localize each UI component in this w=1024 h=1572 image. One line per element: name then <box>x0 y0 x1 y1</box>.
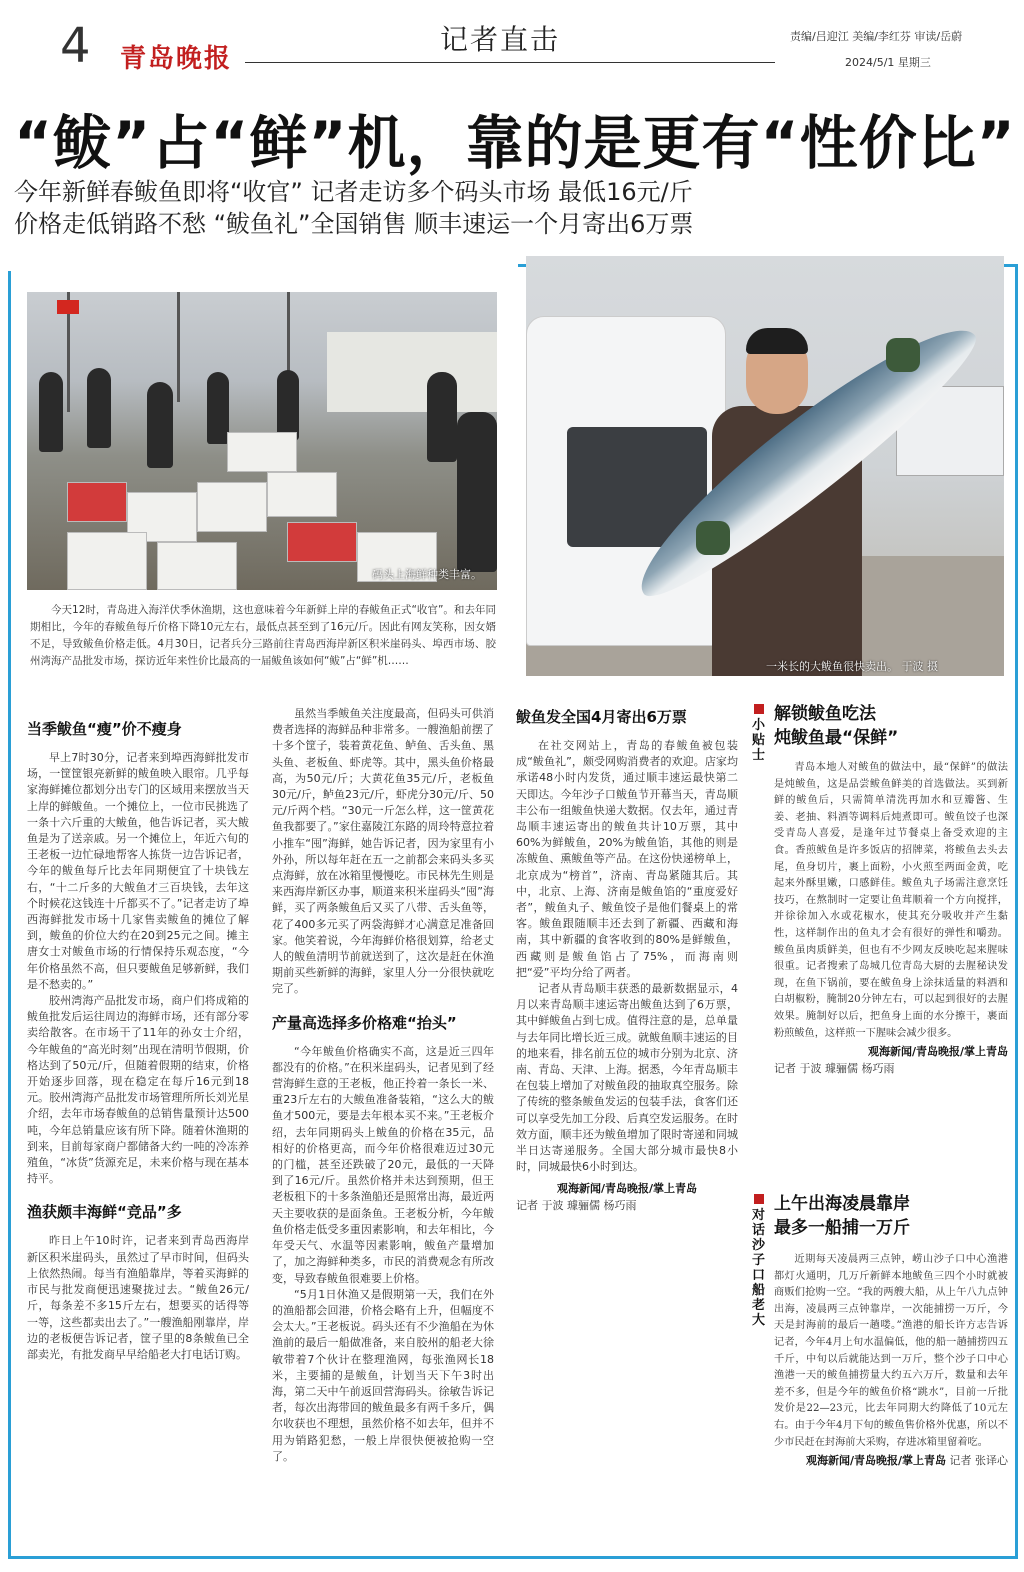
section-heading: 当季鲅鱼“瘦”价不瘦身 <box>27 720 182 738</box>
boat-mast <box>177 292 180 402</box>
sidebar-byline-source: 观海新闻/青岛晚报/掌上青岛 <box>867 1045 1008 1059</box>
crate <box>67 532 147 590</box>
sidebar-body <box>774 760 1008 1077</box>
sidebar-tag <box>752 702 768 763</box>
section-title: 记者直击 <box>440 23 561 56</box>
sidebar-byline-reporters: 记者 于波 璩骊儒 杨巧雨 <box>774 1061 895 1075</box>
masthead <box>0 0 1024 82</box>
red-square-icon <box>754 1194 764 1204</box>
sidebar-tag <box>752 1192 768 1328</box>
person <box>87 368 111 448</box>
frame-gap <box>8 255 518 271</box>
sidebar-byline-reporters: 记者 张译心 <box>949 1454 1008 1468</box>
photo2-caption: 一米长的大鲅鱼很快卖出。 于波 摄 <box>766 660 938 673</box>
person <box>39 372 63 452</box>
glove <box>886 338 920 372</box>
article-column-3 <box>516 706 738 1214</box>
glove <box>696 521 730 555</box>
van <box>526 316 726 646</box>
sidebar-heading-line2: 最多一船捕一万斤 <box>774 1218 910 1238</box>
sidebar-heading <box>774 1192 1006 1240</box>
sidebar-paragraph: 青岛本地人对鲅鱼的做法中，最“保鲜”的做法是炖鲅鱼，这是品尝鲅鱼鲜美的首选做法。买到新鲜的鲅鱼后，只需简单清洗再加水和豆瓣酱、生姜、老抽、料酒等调料后炖煮即可。鲅鱼饺子也深受青岛人喜爱，是逢年过节餐桌上备受欢迎的主食。香煎鲅鱼是许多饭店的招牌菜，将鲅鱼去头去尾，鱼身切片，裹上面粉，小火煎至两面金黄，吃起来外酥里嫩，口感鲜佳。鲅鱼丸子场需注意烹饪技巧，在熬制时一定要让鱼茸顺着一个方向搅拌，并徐徐加入水或花椒水，使其充分吸收并产生黏性，这样制作出的鱼丸才会有很好的弹性和嚼劲。鲅鱼虽肉质鲜美，但也有不少网友反映吃起来腥味很重。记者搜索了岛城几位青岛大厨的去腥秘诀发现，在鱼下锅前，要在鲅鱼身上涂抹适量的料酒和白胡椒粉，腌制20分钟左右，可以起到很好的去腥效果。腌制好以后，把鱼身上面的水分擦干，裹面粉煎鲅鱼，这样煎一下腥味会减少很多。 <box>774 762 1008 1039</box>
subheadline-1: 今年新鲜春鲅鱼即将“收官” 记者走访多个码头市场 最低16元/斤 <box>14 178 693 206</box>
headline: “鲅”占“鲜”机，靠的是更有“性价比” <box>14 109 1016 177</box>
crate <box>197 482 267 532</box>
paragraph: 昨日上午10时许，记者来到青岛西海岸新区积米崖码头，虽然过了早市时间，但码头上依然热闹。每当有渔船靠岸，等着买海鲜的市民与批发商便迅速聚拢过去。“鲅鱼26元/斤，每条差不多15斤左右，想要买的话得等一等，这些都卖出去了。”一艘渔船刚靠岸，岸边的老板便告诉记者，筐子里的8条鲅鱼已全部卖光，有批发商早早给船老大打电话订购。 <box>27 1234 249 1361</box>
article-column-2 <box>272 706 494 1465</box>
person <box>457 412 497 572</box>
crate <box>287 522 357 562</box>
section-heading: 鲅鱼发全国4月寄出6万票 <box>516 708 687 726</box>
person <box>207 372 229 444</box>
section-heading: 产量高选择多价格难“抬头” <box>272 1013 457 1032</box>
paragraph: 胶州湾海产品批发市场，商户们将成箱的鲅鱼批发后运往周边的海鲜市场，还有部分零卖给散客。在市场干了11年的孙女士介绍，今年鲅鱼的“高光时刻”出现在清明节假期，价格达到了50元/斤，但随着假期的结束，价格开始逐步回落，现在稳定在每斤16元到18元。胶州湾海产品批发市场管理所所长刘光星介绍，去年市场春鲅鱼的总销售量预计达500吨，今年总销量应该有所下降。随着休渔期的到来，目前每家商户都储备大约一吨的冷冻养殖鱼，“冰货”货源充足，未来价格与现在基本持平。 <box>27 994 249 1186</box>
paragraph: 虽然当季鲅鱼关注度最高，但码头可供消费者选择的海鲜品种非常多。一艘渔船前摆了十多个筐子，装着黄花鱼、鲈鱼、舌头鱼、黑头鱼、老板鱼、虾虎等。其中，黑头鱼价格最高，为50元/斤；大黄花鱼35元/斤，老板鱼30元/斤，鲈鱼23元/斤，虾虎分30元/斤、50元/斤两个档。“30元一斤怎么样，这一筐黄花鱼我都要了。”家住嘉陵江东路的周玲特意拉着小推车“囤”海鲜，她告诉记者，因为家里有小外孙，所以每年赶在五一之前都会来码头多买点海鲜，放在冰箱里慢慢吃。市民林先生则是来西海岸新区办事，顺道来积米崖码头“囤”海鲜，买了两条鲅鱼后又买了八带、舌头鱼等，花了400多元买了两袋海鲜才心满意足准备回家。他笑着说，今年海鲜价格很划算，给老丈人的鲅鱼清明节前就送到了，这次是赶在休渔期前买些新鲜的海鲜，家里人分一分很快就吃完了。 <box>272 707 494 996</box>
man-hair <box>746 328 808 354</box>
byline-reporters: 记者 于波 璩骊儒 杨巧雨 <box>516 1198 637 1212</box>
sidebar-byline <box>774 1044 1008 1061</box>
byline-source: 观海新闻/青岛晚报/掌上青岛 <box>556 1182 698 1196</box>
crate <box>267 472 337 517</box>
paragraph: 早上7时30分，记者来到埠西海鲜批发市场，一筐筐银亮新鲜的鲅鱼映入眼帘。几乎每家海鲜摊位都划分出专门的区域用来摆放当天上岸的鲜鲅鱼。一个摊位上，一位市民挑选了一条十六斤重的大鲅鱼，他告诉记者，买大鲅鱼是为了送亲戚。另一个摊位上，年近六旬的王老板一边忙碌地帮客人拣货一边告诉记者，今年的鲅鱼每斤比去年同期便宜了十块钱左右，“十二斤多的大鲅鱼才三百块钱，去年这个时候花这钱连十斤都买不了。”记者走访了埠西海鲜批发市场十几家售卖鲅鱼的摊位了解到，鲅鱼的价位大约在20到25元之间。摊主唐女士对鲅鱼市场的行情保持乐观态度，“今年价格虽然不高，但只要鲅鱼足够新鲜，我们是不愁卖的。” <box>27 751 249 991</box>
sidebar-tag-label: 小贴士 <box>752 718 766 763</box>
person <box>277 370 299 440</box>
subheadline-2: 价格走低销路不愁 “鲅鱼礼”全国销售 顺丰速运一个月寄出6万票 <box>14 210 694 238</box>
crate <box>227 432 297 472</box>
sidebar-byline-source: 观海新闻/青岛晚报/掌上青岛 <box>805 1454 946 1468</box>
sidebar-heading-line1: 上午出海凌晨靠岸 <box>774 1194 910 1214</box>
masthead-rule <box>245 62 775 63</box>
sidebar-heading-line2: 炖鲅鱼最“保鲜” <box>774 728 899 748</box>
paragraph: “今年鲅鱼价格确实不高，这是近三四年都没有的价格。”在积米崖码头，记者见到了经营海鲜生意的王老板，他正拎着一条长一米、重23斤左右的大鲅鱼准备装箱，“这么大的鲅鱼才500元，要是去年根本买不来。”王老板介绍，去年同期码头上鲅鱼的价格在35元，品相好的价格更高，而今年价格很难迈过30元的门槛，甚至还跌破了20元，最低的一天降到了16元/斤。虽然价格并未达到预期，但王老板租下的十多条渔船还是照常出海，最近两天主要收获的是面条鱼。王老板分析，今年鲅鱼价格走低受多重因素影响，和去年相比，今年受天气、水温等因素影响，鲅鱼产量增加了，加之海鲜种类多，市民的消费观念有所改变，导致春鲅鱼很难要上价格。 <box>272 1044 494 1285</box>
photo-fish-market <box>27 292 497 590</box>
flag-icon <box>57 300 79 314</box>
article-byline <box>516 1181 738 1213</box>
section-heading: 渔获颇丰海鲜“竞品”多 <box>27 1203 182 1222</box>
sidebar-paragraph: 近期每天凌晨两三点钟，崂山沙子口中心渔港都灯火通明，几万斤新鲜本地鲅鱼三四个小时就被商贩们抢购一空。“我的两艘大船，从上午八九点钟出海，凌晨两三点钟靠岸，一次能捕捞一万斤，今天是封海前的最后一趟喽。”渔港的船长许方志告诉记者，今年4月上旬水温偏低，他的船一趟捕捞四五千斤，中旬以后就能达到一万斤，整个沙子口中心渔港一天的鲅鱼捕捞量大约五六万斤，数量和去年差不多，但是今年的鲅鱼价格“跳水”，目前一斤批发价是22—23元，比去年同期大约降低了10元左右。由于今年4月下旬的鲅鱼售价格外优惠，所以不少市民赶在封海前大采购，存进冰箱里留着吃。 <box>774 1254 1008 1448</box>
paragraph: 在社交网站上，青岛的春鲅鱼被包装成“鲅鱼礼”，颇受网购消费者的欢迎。店家均承诺48小时内发货，通过顺丰速运最快第二天即达。今年沙子口鲅鱼节开幕当天，青岛顺丰公布一组鲅鱼快递大数据。仅去年，通过青岛顺丰速运寄出的鲅鱼共计10万票，其中60%为鲜鲅鱼，20%为鲅鱼馅，其他的则是冻鲅鱼、熏鲅鱼等产品。在这份快递榜单上，北京成为“榜首”，济南、青岛紧随其后。其中，北京、上海、济南是鲅鱼馅的“重度爱好者”，鲅鱼丸子、鲅鱼饺子是他们餐桌上的常客。鲅鱼跟随顺丰还去到了新疆、西藏和海南，其中新疆的食客收到的80%是鲜鲅鱼，西藏则是鲅鱼馅占了75%，而海南则把“爱”平均分给了两者。 <box>516 739 738 979</box>
sidebar-heading <box>774 702 1006 750</box>
sidebar-heading-line1: 解锁鲅鱼吃法 <box>774 704 876 724</box>
crate <box>67 482 127 522</box>
paper-logo: 青岛晚报 <box>120 44 233 74</box>
sidebar-tag-label: 对话沙子口船老大 <box>752 1208 766 1328</box>
person <box>427 372 457 462</box>
lede-paragraph: 今天12时，青岛进入海洋伏季休渔期，这也意味着今年新鲜上岸的春鲅鱼正式“收官”。和去年同期相比，今年的春鲅鱼每斤价格下降10元左右，最低点甚至到了16元/斤。因此有网友笑称，因女婿不足，导致鲅鱼价格走低。4月30日，记者兵分三路前往青岛西海岸新区积米崖码头、埠西市场、胶州湾海产品批发市场，探访近年来性价比最高的一届鲅鱼该如何“鲅”占“鲜”机…… <box>30 604 496 667</box>
buildings <box>327 332 497 412</box>
sidebar-body <box>774 1252 1008 1470</box>
red-square-icon <box>754 704 764 714</box>
issue-date: 2024/5/1 星期三 <box>845 56 931 69</box>
person <box>147 382 173 468</box>
crate <box>157 542 237 590</box>
paragraph: 记者从青岛顺丰获悉的最新数据显示，4月以来青岛顺丰速运寄出鲅鱼达到了6万票，其中鲜鲅鱼占到七成。值得注意的是，总单量与去年同比增长近三成。就鲅鱼顺丰速运的目的地来看，排名前五位的城市分别为北京、济南、青岛、天津、上海。据悉，今年青岛顺丰在包装上增加了对鲅鱼段的抽取真空服务。除了传统的整条鲅鱼发运的包装手法，食客们还可以享受先加工分段、后真空发运服务。在时效方面，顺丰还为鲅鱼增加了限时寄递和同城半日达寄递服务。全国大部分城市最快8小时，同城最快6小时到达。 <box>516 982 738 1174</box>
photo1-caption: 码头上海鲜种类丰富。 <box>372 568 482 581</box>
paragraph: “5月1日休渔又是假期第一天，我们在外的渔船都会回港，价格会略有上升，但幅度不会太大。”王老板说。码头还有不少渔船在为休渔前的最后一船做准备，来自胶州的船老大徐敏带着7个伙计在整理渔网，每张渔网长18米，主要捕的是鲅鱼，计划当天下午3时出海，第二天中午前返回营海码头。徐敏告诉记者，每次出海带回的鲅鱼最多有两千多斤，偶尔收获也不理想，虽然价格不如去年，但并不用为销路犯愁，一般上岸很快便被抢购一空了。 <box>272 1287 494 1463</box>
sidebar-byline <box>774 1453 1008 1470</box>
photo-man-with-mackerel <box>526 256 1004 676</box>
article-column-1 <box>27 718 249 1363</box>
page-number: 4 <box>60 18 91 74</box>
editor-credits: 责编/吕迎江 美编/李红芬 审读/岳蔚 <box>790 30 963 43</box>
